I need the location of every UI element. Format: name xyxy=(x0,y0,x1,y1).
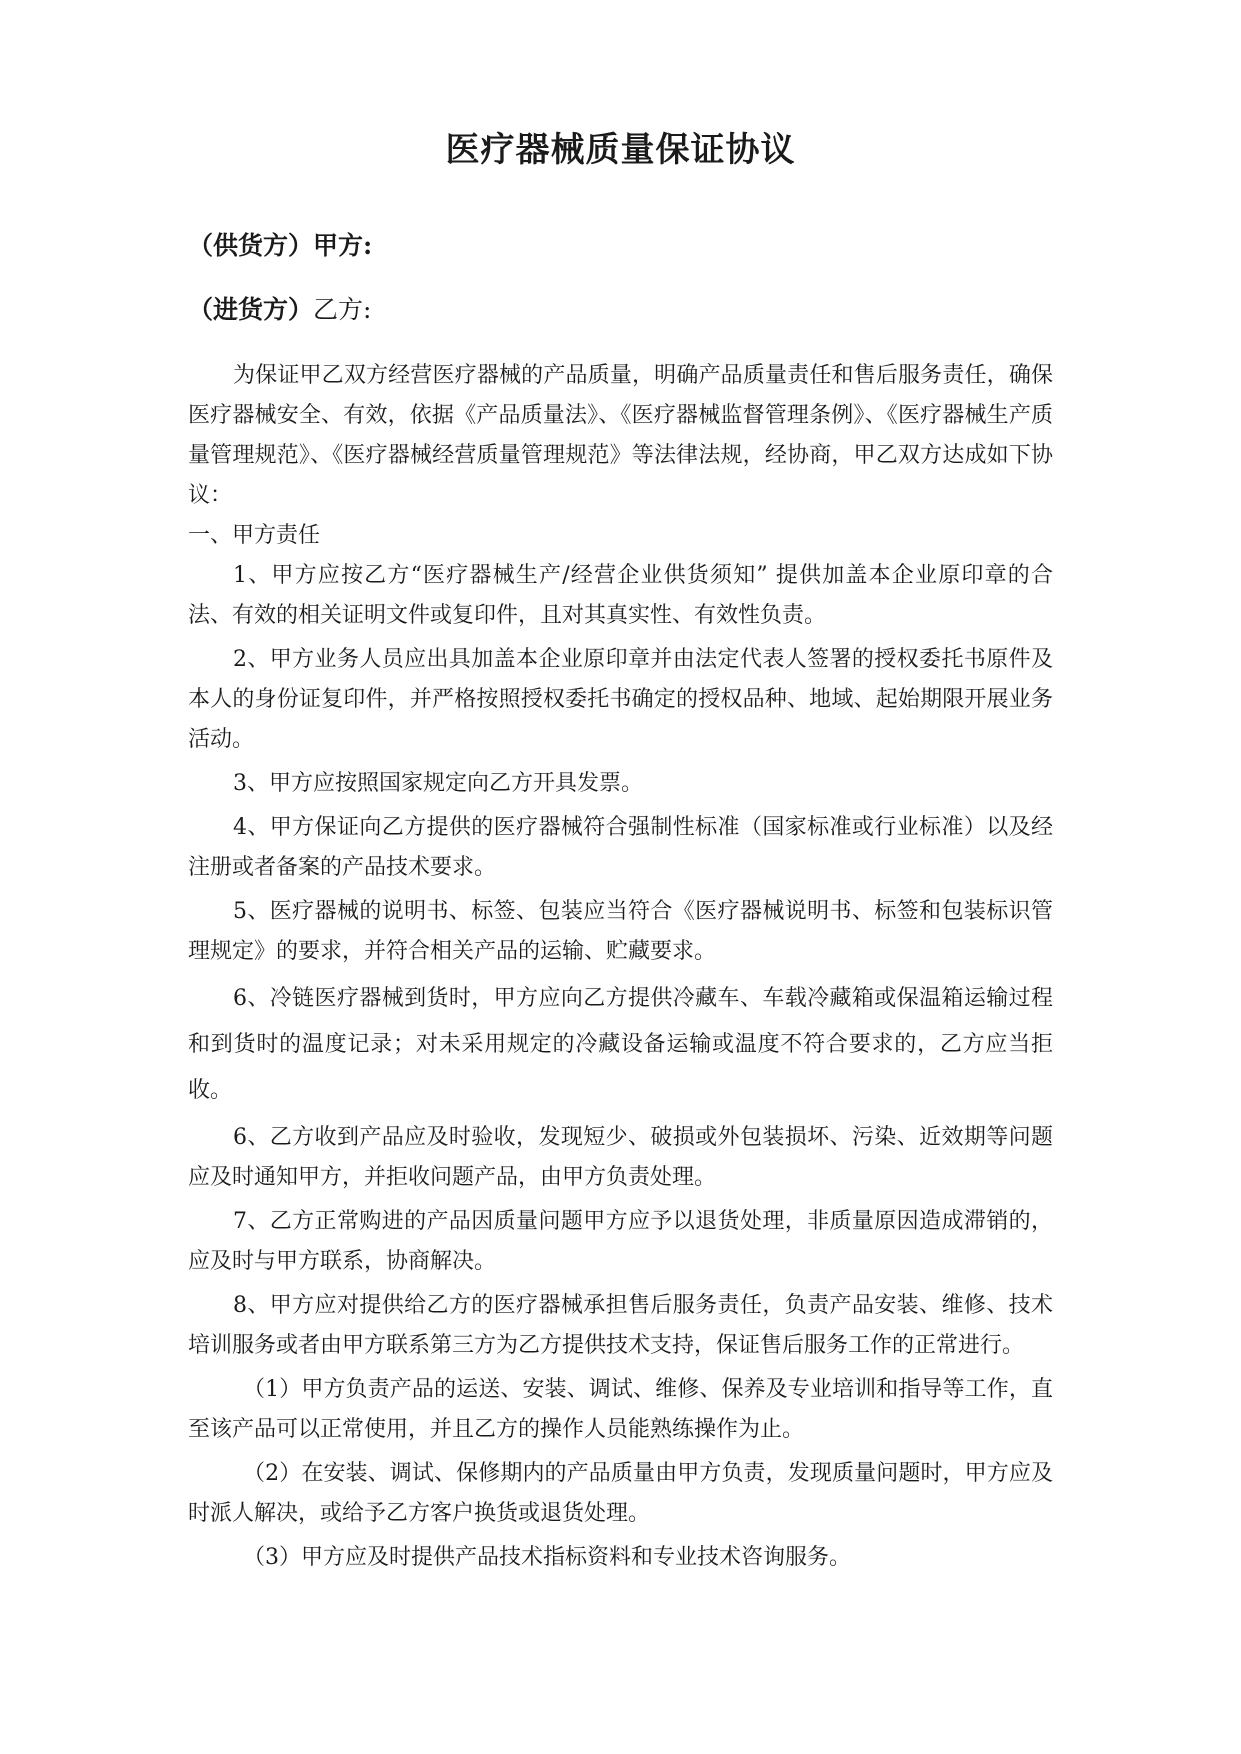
clause-3: 3、甲方应按照国家规定向乙方开具发票。 xyxy=(233,771,643,796)
party-b-label-rest: 乙方: xyxy=(313,295,372,324)
clause-7: 7、乙方正常购进的产品因质量问题甲方应予以退货处理，非质量原因造成滞销的，应及时与甲方联系，协商解决。 xyxy=(188,1209,1053,1274)
sub-clause-3: （3）甲方应及时提供产品技术指标资料和专业技术咨询服务。 xyxy=(243,1545,851,1570)
clause-2: 2、甲方业务人员应出具加盖本企业原印章并由法定代表人签署的授权委托书原件及本人的身份证复印件，并严格按照授权委托书确定的授权品种、地域、起始期限开展业务活动。 xyxy=(188,647,1053,752)
party-a-line: （供货方）甲方: xyxy=(188,231,373,260)
sub-clause-1: （1）甲方负责产品的运送、安装、调试、维修、保养及专业培训和指导等工作，直至该产品可以正常使用，并且乙方的操作人员能熟练操作为止。 xyxy=(188,1377,1053,1442)
clause-5: 5、医疗器械的说明书、标签、包装应当符合《医疗器械说明书、标签和包装标识管理规定》的要求，并符合相关产品的运输、贮藏要求。 xyxy=(188,899,1053,964)
clause-4: 4、甲方保证向乙方提供的医疗器械符合强制性标准（国家标准或行业标准）以及经注册或者备案的产品技术要求。 xyxy=(188,815,1053,880)
sub-clause-2: （2）在安装、调试、保修期内的产品质量由甲方负责，发现质量问题时，甲方应及时派人解决，或给予乙方客户换货或退货处理。 xyxy=(188,1461,1053,1526)
clause-1: 1、甲方应按乙方“医疗器械生产/经营企业供货须知” 提供加盖本企业原印章的合法、有效的相关证明文件或复印件，且对其真实性、有效性负责。 xyxy=(188,563,1053,628)
clause-6-cold-chain: 6、冷链医疗器械到货时，甲方应向乙方提供冷藏车、车载冷藏箱或保温箱运输过程和到货时的温度记录；对未采用规定的冷藏设备运输或温度不符合要求的，乙方应当拒收。 xyxy=(188,986,1053,1103)
clause-8: 8、甲方应对提供给乙方的医疗器械承担售后服务责任，负责产品安装、维修、技术培训服务或者由甲方联系第三方为乙方提供技术支持，保证售后服务工作的正常进行。 xyxy=(188,1293,1053,1358)
preamble-paragraph: 为保证甲乙双方经营医疗器械的产品质量，明确产品质量责任和售后服务责任，确保医疗器械安全、有效，依据《产品质量法》、《医疗器械监督管理条例》、《医疗器械生产质量管理规范》、《医疗器械经营质量管理规范》等法律法规，经协商，甲乙双方达成如下协议： xyxy=(188,363,1053,508)
section-heading: 一、甲方责任 xyxy=(188,523,321,548)
party-b-line xyxy=(188,292,1053,328)
clause-6-inspection: 6、乙方收到产品应及时验收，发现短少、破损或外包装损坏、污染、近效期等问题应及时通知甲方，并拒收问题产品，由甲方负责处理。 xyxy=(188,1125,1053,1190)
document-title: 医疗器械质量保证协议 xyxy=(445,130,796,170)
party-b-label: （进货方） xyxy=(188,295,314,324)
